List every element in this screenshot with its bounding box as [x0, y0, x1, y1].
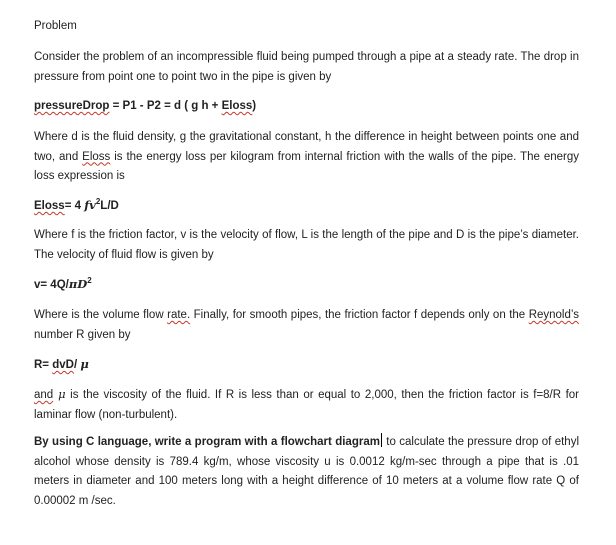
pressure-drop-equation — [34, 97, 579, 117]
task-text-a: By using C language, write a program with a flowchart diagram — [34, 436, 380, 448]
velocity-lhs: v= 4Q/ — [34, 279, 69, 291]
velocity-equation — [34, 275, 579, 296]
definition-text-a: Where d is the fluid density, g the gravitational constant, h the difference in height between points one and two, and — [34, 131, 579, 163]
friction-symbol: f — [84, 198, 90, 212]
reynolds-text-b: Finally, for smooth pipes, the friction factor f depends only on the — [190, 309, 529, 321]
dvd-term: dvD — [52, 359, 74, 371]
eloss-label: Eloss — [34, 200, 65, 212]
definition-paragraph — [34, 128, 579, 187]
pressure-drop-rhs: = P1 - P2 = d ( g h + — [109, 100, 222, 112]
viscosity-paragraph — [34, 385, 579, 425]
energy-loss-equation — [34, 196, 579, 217]
mu-symbol: μ — [80, 357, 89, 371]
and-word: and — [34, 389, 54, 401]
text-cursor — [381, 433, 382, 447]
velocity-symbol: v — [89, 198, 96, 212]
pressure-drop-close: ) — [252, 100, 257, 112]
diameter-exponent: 2 — [87, 276, 92, 286]
viscosity-text: is the viscosity of the fluid. If R is less than or equal to 2,000, then the friction factor is f=8/R for laminar flow (non-turbulent). — [34, 389, 579, 421]
pi-symbol: π — [68, 277, 78, 291]
eloss-tail: L/D — [100, 200, 119, 212]
reynolds-text-a: Where is the volume flow — [34, 309, 168, 321]
mu-inline: μ — [53, 387, 66, 401]
reynolds-paragraph — [34, 306, 579, 345]
rate-word: rate. — [167, 309, 191, 321]
reynolds-text-c: number R given by — [34, 328, 131, 341]
heading-problem: Problem — [34, 20, 77, 32]
intro-paragraph: Consider the problem of an incompressible fluid being pumped through a pipe at a steady rate. The drop in pressure from point one to point two in the pipe is given by — [34, 51, 579, 83]
eloss-term: Eloss — [221, 100, 253, 112]
reynolds-lhs: R= — [34, 359, 53, 371]
friction-paragraph: Where f is the friction factor, v is the velocity of flow, L is the length of the pipe and D is the pipe’s diameter. The velocity of fluid flow is given by — [34, 229, 579, 261]
velocity-exponent: 2 — [95, 197, 101, 207]
task-paragraph[interactable] — [34, 433, 579, 511]
diameter-symbol: D — [77, 277, 88, 291]
reynolds-slash: / — [73, 359, 81, 371]
reynold-word: Reynold’s — [528, 309, 579, 321]
reynolds-equation — [34, 355, 579, 376]
pressure-drop-term: pressureDrop — [34, 100, 110, 112]
eloss-equals: = 4 — [64, 200, 85, 212]
definition-text-b: is the energy loss per kilogram from internal friction with the walls of the pipe. The energy loss expression is — [34, 150, 580, 182]
task-text-b: to calculate the pressure drop of ethyl alcohol whose density is 789.4 kg/m, whose viscosity u is 0.0012 kg/m-sec through a pipe that is .01 meters in diameter and 100 meters long with a height difference of 10 meters at a volume flow rate Q of 0.00002 m /sec. — [34, 436, 579, 507]
eloss-inline: Eloss — [82, 150, 111, 163]
